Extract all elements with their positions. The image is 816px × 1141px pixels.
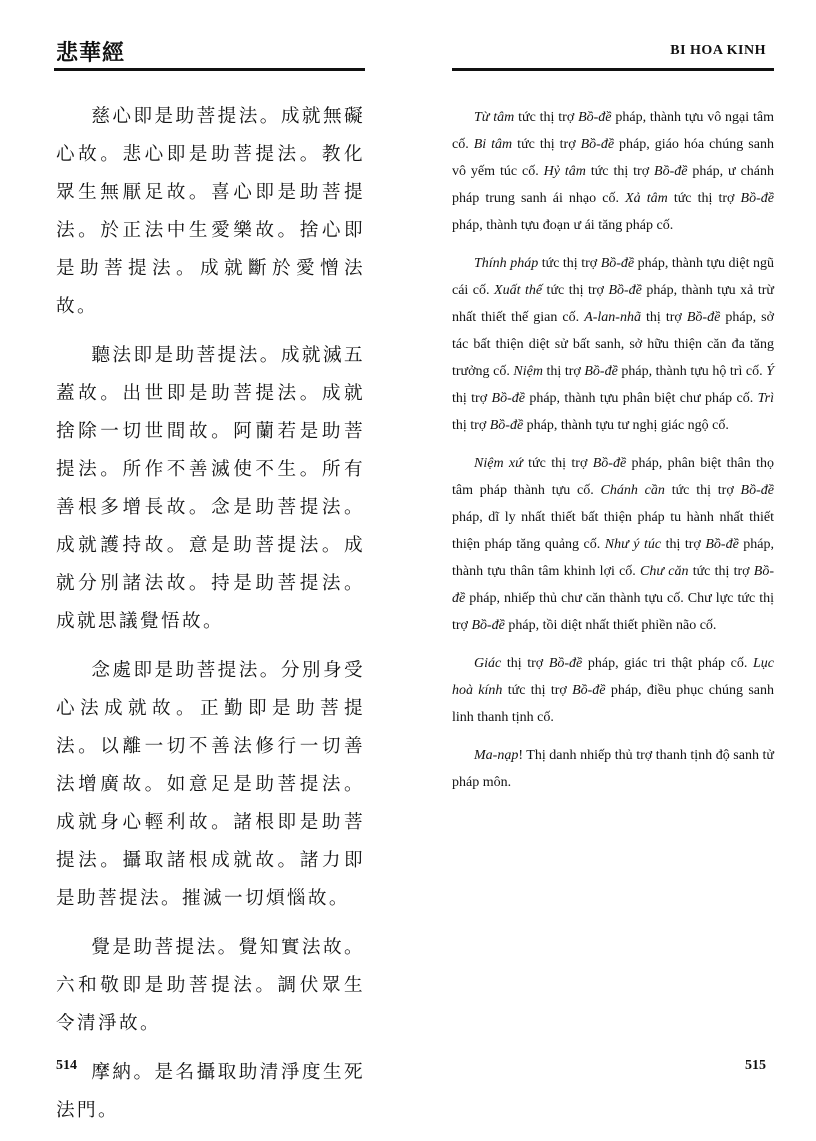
text-run: pháp, thành tựu phân biệt chư pháp cố. xyxy=(524,391,758,406)
paragraph xyxy=(452,450,774,639)
italic-term: Niệm xứ xyxy=(474,456,523,471)
text-run: ! Thị danh nhiếp thủ trợ thanh tịnh độ sanh tử pháp môn. xyxy=(452,748,774,790)
italic-term: Chư căn xyxy=(640,564,689,579)
italic-term: Bồ-đề xyxy=(608,283,642,298)
text-run: pháp, thành tựu diệt ngũ cái cố. xyxy=(452,256,774,298)
text-run: tức thị trợ xyxy=(688,564,754,579)
text-run: thị trợ xyxy=(452,391,492,406)
italic-term: Ý xyxy=(766,364,774,379)
running-header-title: BI HOA KINH xyxy=(670,43,766,58)
italic-term: Bồ-đề xyxy=(489,418,524,433)
text-run: pháp, thành tựu tư nghị giác ngộ cố. xyxy=(523,418,729,433)
page-number: 515 xyxy=(745,1058,766,1073)
italic-term: Bồ-đề xyxy=(572,683,606,698)
text-run: tức thị trợ xyxy=(542,283,609,298)
text-run: tức thị trợ xyxy=(667,191,741,206)
italic-term: A-lan-nhã xyxy=(584,310,641,325)
italic-term: Xuất thế xyxy=(494,283,543,298)
text-run: pháp, thành tựu vô ngại tâm cố. xyxy=(452,110,774,152)
page-number: 514 xyxy=(56,1058,77,1073)
italic-term: Bồ-đề xyxy=(452,564,775,606)
text-run: thị trợ xyxy=(452,418,490,433)
italic-term: Lục hoà kính xyxy=(452,656,775,698)
paragraph: 覺是助菩提法。覺知實法故。六和敬即是助菩提法。調伏眾生令清淨故。 xyxy=(56,937,365,1034)
italic-term: Bi tâm xyxy=(473,137,513,152)
text-run: pháp, điều phục chúng sanh linh thanh tịnh cố. xyxy=(452,683,774,725)
text-run: pháp, phân biệt thân thọ tâm pháp thành tựu cố. xyxy=(452,456,774,498)
paragraph: 聽法即是助菩提法。成就滅五蓋故。出世即是助菩提法。成就捨除一切世間故。阿蘭若是助菩提法。所作不善滅使不生。所有善根多增長故。念是助菩提法。成就護持故。意是助菩提法。成就分別諸法故。持是助菩提法。成就思議覺悟故。 xyxy=(56,345,365,632)
text-run: pháp, thành tựu thân tâm khinh lợi cố. xyxy=(452,537,775,579)
paragraph xyxy=(452,250,774,439)
text-run: tức thị trợ xyxy=(664,483,741,498)
text-run: tức thị trợ xyxy=(585,164,655,179)
text-run: pháp, thành tựu xả trừ nhất thiết thế gian cố. xyxy=(452,283,774,325)
italic-term: Bồ-đề xyxy=(686,310,721,325)
text-run: pháp, sở tác bất thiện diệt sử bất sanh, sở hữu thiện căn đa tăng trưởng cố. xyxy=(452,310,774,379)
text-run: pháp, ư chánh pháp trung sanh ái nhạo cố. xyxy=(452,164,774,206)
italic-term: Niệm xyxy=(513,364,543,379)
running-header-title: 悲華經 xyxy=(56,40,126,66)
text-run: pháp, giáo hóa chúng sanh vô yếm túc cố. xyxy=(452,137,774,179)
italic-term: Bồ-đề xyxy=(740,191,774,206)
italic-term: Bồ-đề xyxy=(578,110,612,125)
text-run: thị trợ xyxy=(542,364,585,379)
text-run: pháp, nhiếp thủ chư căn thành tựu cố. Chư lực tức thị trợ xyxy=(452,591,774,633)
paragraph xyxy=(452,650,774,731)
header-rule xyxy=(452,68,774,71)
text-run: thị trợ xyxy=(640,310,687,325)
text-run: pháp, thành tựu đoạn ư ái tăng pháp cố. xyxy=(452,218,674,233)
italic-term: Trì xyxy=(757,391,775,406)
header-rule xyxy=(54,68,365,71)
italic-term: Bồ-đề xyxy=(740,483,774,498)
text-run: tức thị trợ xyxy=(522,456,593,471)
italic-term: Bồ-đề xyxy=(548,656,583,671)
paragraph: 摩納。是名攝取助清淨度生死法門。 xyxy=(56,1062,365,1121)
italic-term: Bồ-đề xyxy=(491,391,525,406)
text-run: thị trợ xyxy=(661,537,706,552)
italic-term: Giác xyxy=(474,656,502,671)
italic-term: Xả tâm xyxy=(625,191,668,206)
right-page xyxy=(408,0,816,1123)
italic-term: Chánh cần xyxy=(600,483,665,498)
text-run: pháp, dĩ ly nhất thiết bất thiện pháp tu hành nhất thiết thiện pháp tăng quảng cố. xyxy=(452,510,774,552)
chinese-text-body xyxy=(56,98,365,1141)
left-page xyxy=(0,0,408,1123)
italic-term: Bồ-đề xyxy=(471,618,505,633)
paragraph xyxy=(452,104,774,239)
text-run: tức thị trợ xyxy=(512,137,581,152)
italic-term: Thính pháp xyxy=(474,256,539,271)
text-run: pháp, thành tựu hộ trì cố. xyxy=(617,364,767,379)
italic-term: Bồ-đề xyxy=(600,256,635,271)
italic-term: Như ý túc xyxy=(604,537,662,552)
italic-term: Hỷ tâm xyxy=(543,164,586,179)
italic-term: Bồ-đề xyxy=(580,137,615,152)
text-run: pháp, tồi diệt nhất thiết phiền não cố. xyxy=(504,618,717,633)
italic-term: Bồ-đề xyxy=(705,537,739,552)
paragraph xyxy=(452,742,774,796)
text-run: tức thị trợ xyxy=(538,256,601,271)
italic-term: Bồ-đề xyxy=(584,364,618,379)
text-run: tức thị trợ xyxy=(514,110,579,125)
paragraph: 念處即是助菩提法。分別身受心法成就故。正勤即是助菩提法。以離一切不善法修行一切善法增廣故。如意足是助菩提法。成就身心輕利故。諸根即是助菩提法。攝取諸根成就故。諸力即是助菩提法。摧滅一切煩惱故。 xyxy=(56,660,365,909)
text-run: thị trợ xyxy=(501,656,549,671)
italic-term: Từ tâm xyxy=(474,110,515,125)
text-run: tức thị trợ xyxy=(502,683,573,698)
italic-term: Bồ-đề xyxy=(654,164,688,179)
text-run: pháp, giác tri thật pháp cố. xyxy=(582,656,754,671)
paragraph: 慈心即是助菩提法。成就無礙心故。悲心即是助菩提法。教化眾生無厭足故。喜心即是助菩提法。於正法中生愛樂故。捨心即是助菩提法。成就斷於愛憎法故。 xyxy=(56,106,365,317)
italic-term: Bồ-đề xyxy=(592,456,627,471)
vietnamese-text-body xyxy=(452,104,774,807)
italic-term: Ma-nạp xyxy=(474,748,519,763)
